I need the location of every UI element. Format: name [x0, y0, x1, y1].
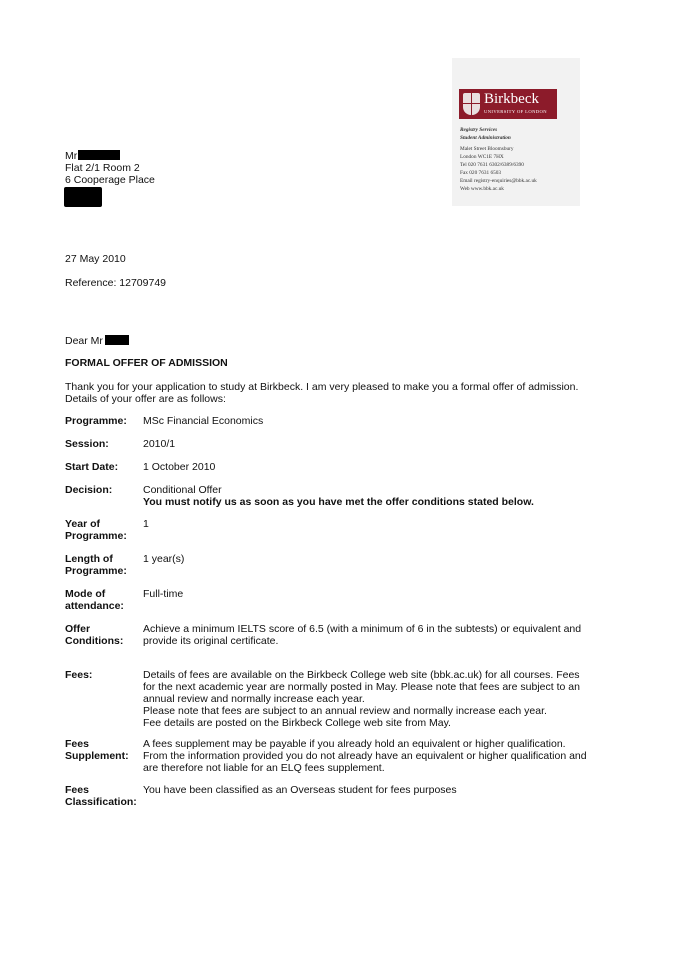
session-value: 2010/1 [143, 438, 176, 450]
email: Email registry-enquiries@bbk.ac.uk [460, 178, 537, 184]
dear-line: Dear Mr [65, 335, 103, 347]
crest-icon [463, 93, 480, 115]
length-label-1: Length of [65, 553, 113, 565]
decision-note: You must notify us as soon as you have met the offer conditions stated below. [143, 496, 534, 508]
redaction-address [64, 187, 102, 207]
supplement-line-1: A fees supplement may be payable if you already hold an equivalent or higher qualification. [143, 738, 566, 750]
intro-line-1: Thank you for your application to study at Birkbeck. I am very pleased to make you a formal offer of admission. [65, 381, 579, 393]
recipient-title: Mr [65, 150, 78, 162]
supplement-label-2: Supplement: [65, 750, 129, 762]
redaction-name [78, 150, 120, 160]
address-street: Malet Street Bloomsbury [460, 146, 514, 152]
fees-line-3: annual review and normally increase each year. [143, 693, 365, 705]
start-date-value: 1 October 2010 [143, 461, 216, 473]
classification-label-1: Fees [65, 784, 89, 796]
year-label-1: Year of [65, 518, 101, 530]
redaction-dear [105, 335, 129, 345]
birkbeck-logo [459, 89, 557, 119]
year-label-2: Programme: [65, 530, 127, 542]
fees-line-4: Please note that fees are subject to an annual review and normally increase each year. [143, 705, 547, 717]
logo-wordmark: Birkbeck [484, 91, 539, 107]
programme-label: Programme: [65, 415, 127, 427]
classification-value: You have been classified as an Overseas student for fees purposes [143, 784, 457, 796]
supplement-label-1: Fees [65, 738, 89, 750]
address-line-2: 6 Cooperage Place [65, 174, 155, 186]
length-label-2: Programme: [65, 565, 127, 577]
address-line-1: Flat 2/1 Room 2 [65, 162, 140, 174]
reference: Reference: 12709749 [65, 277, 166, 289]
start-date-label: Start Date: [65, 461, 119, 473]
supplement-line-2: From the information provided you do not already have an equivalent or higher qualification and [143, 750, 587, 762]
logo-subtitle: UNIVERSITY OF LONDON [484, 109, 547, 114]
fax: Fax 020 7631 6503 [460, 170, 502, 176]
conditions-line-1: Achieve a minimum IELTS score of 6.5 (with a minimum of 6 in the subtests) or equivalent and [143, 623, 582, 635]
dept-admin: Student Administration [460, 135, 511, 141]
programme-value: MSc Financial Economics [143, 415, 264, 427]
telephone: Tel 020 7631 6302/6389/6390 [460, 162, 524, 168]
year-value: 1 [143, 518, 149, 530]
mode-value: Full-time [143, 588, 184, 600]
length-value: 1 year(s) [143, 553, 185, 565]
decision-value: Conditional Offer [143, 484, 222, 496]
fees-line-1: Details of fees are available on the Birkbeck College web site (bbk.ac.uk) for all courses. Fees [143, 669, 580, 681]
decision-label: Decision: [65, 484, 113, 496]
address-city: London WC1E 7HX [460, 154, 504, 160]
classification-label-2: Classification: [65, 796, 137, 808]
letter-date: 27 May 2010 [65, 253, 126, 265]
intro-line-2: Details of your offer are as follows: [65, 393, 226, 405]
fees-line-2: for the next academic year are normally posted in May. Please note that fees are subject to an [143, 681, 580, 693]
conditions-label-1: Offer [65, 623, 91, 635]
supplement-line-3: are therefore not liable for an ELQ fees supplement. [143, 762, 385, 774]
website: Web www.bbk.ac.uk [460, 186, 504, 192]
mode-label-2: attendance: [65, 600, 124, 612]
fees-line-5: Fee details are posted on the Birkbeck College web site from May. [143, 717, 451, 729]
fees-label: Fees: [65, 669, 93, 681]
mode-label-1: Mode of [65, 588, 106, 600]
offer-heading: FORMAL OFFER OF ADMISSION [65, 357, 228, 369]
session-label: Session: [65, 438, 109, 450]
conditions-line-2: provide its original certificate. [143, 635, 279, 647]
conditions-label-2: Conditions: [65, 635, 124, 647]
dept-registry: Registry Services [460, 127, 498, 133]
